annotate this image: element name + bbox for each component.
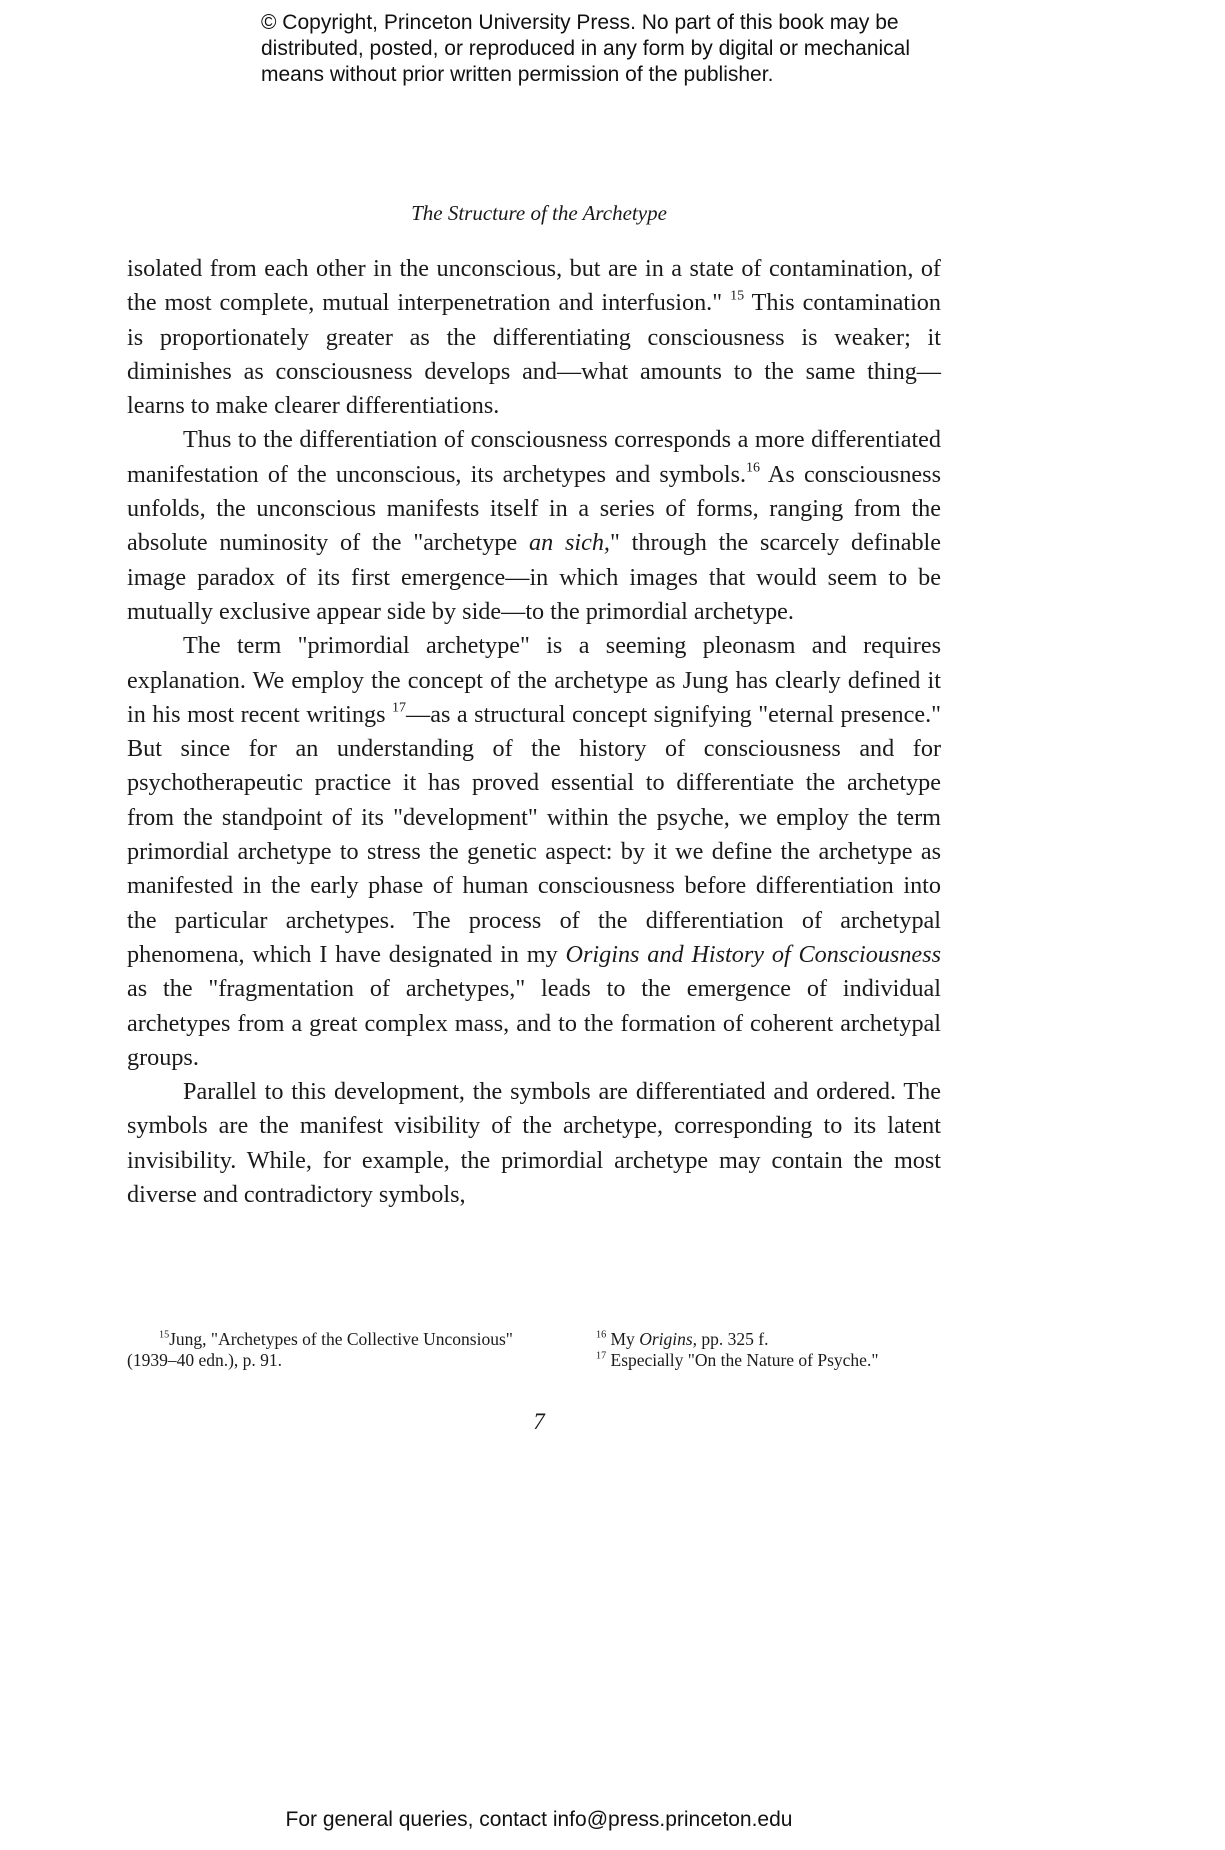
footnote-17: [596, 1350, 941, 1371]
footnote-text: My: [606, 1329, 640, 1349]
text-run: as the "fragmentation of archetypes," leads to the emergence of individual archetypes from a great complex mass, and to the formation of coherent archetypal groups.: [127, 975, 941, 1071]
footnote-line: (1939–40 edn.), p. 91.: [127, 1350, 283, 1370]
page-number: 7: [533, 1409, 545, 1434]
paragraph: [127, 252, 941, 423]
copyright-line: distributed, posted, or reproduced in any form by digital or mechanical: [261, 37, 911, 60]
text-run: This contamination is proportionately greater as the differentiating consciousness is weaker; it diminishes as consciousness develops and—what amounts to the same thing—learns to make clearer differentiations.: [127, 289, 941, 420]
book-title: Origins,: [639, 1329, 698, 1349]
footnote-column-right: [596, 1329, 941, 1371]
footnote-16: [596, 1329, 941, 1350]
footnote-number: 16: [596, 1329, 607, 1341]
footnote-number: 15: [159, 1329, 170, 1341]
footnote-ref-15[interactable]: 15: [730, 287, 745, 304]
text-run: —as a structural concept signifying "eternal presence." But since for an understanding of the history of consciousness and for psychotherapeutic practice it has proved essential to differentiate the archetype from the standpoint of its "development" within the psyche, we employ the term primordial archetype to stress the genetic aspect: by it we define the archetype as manifested in the early phase of human consciousness before differentiation into the particular archetypes. The process of the differentiation of archetypal phenomena, which I have designated in my: [127, 700, 941, 968]
book-title: Origins and History of Consciousness: [565, 940, 941, 968]
footnotes: [127, 1329, 941, 1371]
footnote-ref-16[interactable]: 16: [746, 459, 761, 476]
text-run: Parallel to this development, the symbols are differentiated and ordered. The symbols are the manifest visibility of the archetype, corresponding to its latent invisibility. While, for example, the primordial archetype may contain the most diverse and contradictory symbols,: [127, 1078, 941, 1209]
footnote-text: pp. 325 f.: [697, 1329, 769, 1349]
paragraph: [127, 1075, 941, 1212]
footnote-15: [127, 1329, 582, 1371]
copyright-line: © Copyright, Princeton University Press. No part of this book may be: [261, 11, 899, 34]
text-run: As consciousness unfolds, the unconscious manifests itself in a series of forms, ranging from the absolute numinosity of the "archetype: [127, 460, 941, 557]
body-text: [127, 252, 941, 1212]
footnote-text: Jung, "Archetypes of the Collective Unconsious": [169, 1329, 513, 1349]
footnote-line: [127, 1329, 582, 1350]
footnote-number: 17: [596, 1350, 607, 1362]
footnote-ref-17[interactable]: 17: [392, 699, 407, 716]
text-run: The term "primordial archetype" is a seeming pleonasm and requires explanation. We employ the concept of the archetype as Jung has clearly defined it in his most recent writings: [127, 632, 941, 728]
italic-phrase: an sich,: [528, 529, 610, 557]
copyright-line: means without prior written permission of the publisher.: [261, 63, 774, 86]
running-head: The Structure of the Archetype: [411, 201, 667, 225]
footnote-text: Especially "On the Nature of Psyche.": [606, 1350, 879, 1370]
text-run: isolated from each other in the unconscious, but are in a state of contamination, of the most complete, mutual interpenetration and interfusion.": [127, 255, 941, 317]
paragraph: [127, 629, 941, 1075]
copyright-notice: [261, 10, 981, 88]
contact-footer: For general queries, contact info@press.princeton.edu: [285, 1808, 793, 1831]
text-run: Thus to the differentiation of consciousness corresponds a more differentiated manifestation of the unconscious, its archetypes and symbols.: [127, 426, 941, 488]
paragraph: [127, 423, 941, 629]
text-run: " through the scarcely definable image paradox of its first emergence—in which images that would seem to be mutually exclusive appear side by side—to the primordial archetype.: [127, 529, 942, 625]
